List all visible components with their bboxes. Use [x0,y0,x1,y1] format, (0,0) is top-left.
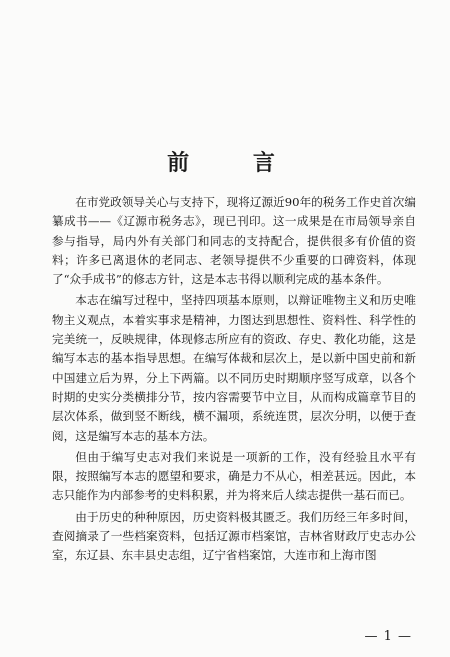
body-text [52,193,416,568]
paragraph-1: 在市党政领导关心与支持下，现将辽源近90年的税务工作史首次编纂成书——《辽源市税务志》，现已刊印。这一成果是在市局领导亲自参与指导，局内外有关部门和同志的支持配合，提供很多有价值的资料；许多已离退休的老同志、老领导提供不少重要的口碑资料，体现了“众手成书”的修志方针，这是本志书得以顺利完成的基本条件。 [52,195,416,287]
paragraph-3: 但由于编写史志对我们来说是一项新的工作，没有经验且水平有限，按照编写本志的愿望和要求，确是力不从心，相差甚远。因此，本志只能作为内部参考的史料积累，并为将来后人续志提供一基石而已。 [52,449,416,503]
paragraph-2: 本志在编写过程中，坚持四项基本原则，以辩证唯物主义和历史唯物主义观点，本着实事求是精神，力图达到思想性、资料性、科学性的完美统一，反映规律，体现修志所应有的资政、存史、教化功能，这是编写本志的基本指导思想。在编写体裁和层次上，是以新中国史前和新中国建立后为界，分上下两篇。以不同历史时期顺序竖写成章，以各个时期的史实分类横排分节，按内容需要节中立目，从而构成篇章节目的层次体系，做到竖不断线，横不漏项，系统连贯，层次分明，以便于查阅，这是编写本志的基本方法。 [52,293,416,443]
page-title: 前 言 [167,150,303,176]
paragraph-4: 由于历史的种种原因，历史资料极其匮乏。我们历经三年多时间，查阅摘录了一些档案资料，包括辽源市档案馆，吉林省财政厅史志办公室，东辽县、东丰县史志组，辽宁省档案馆，大连市和上海市图 [52,509,416,563]
page-number: — 1 — [364,629,412,644]
